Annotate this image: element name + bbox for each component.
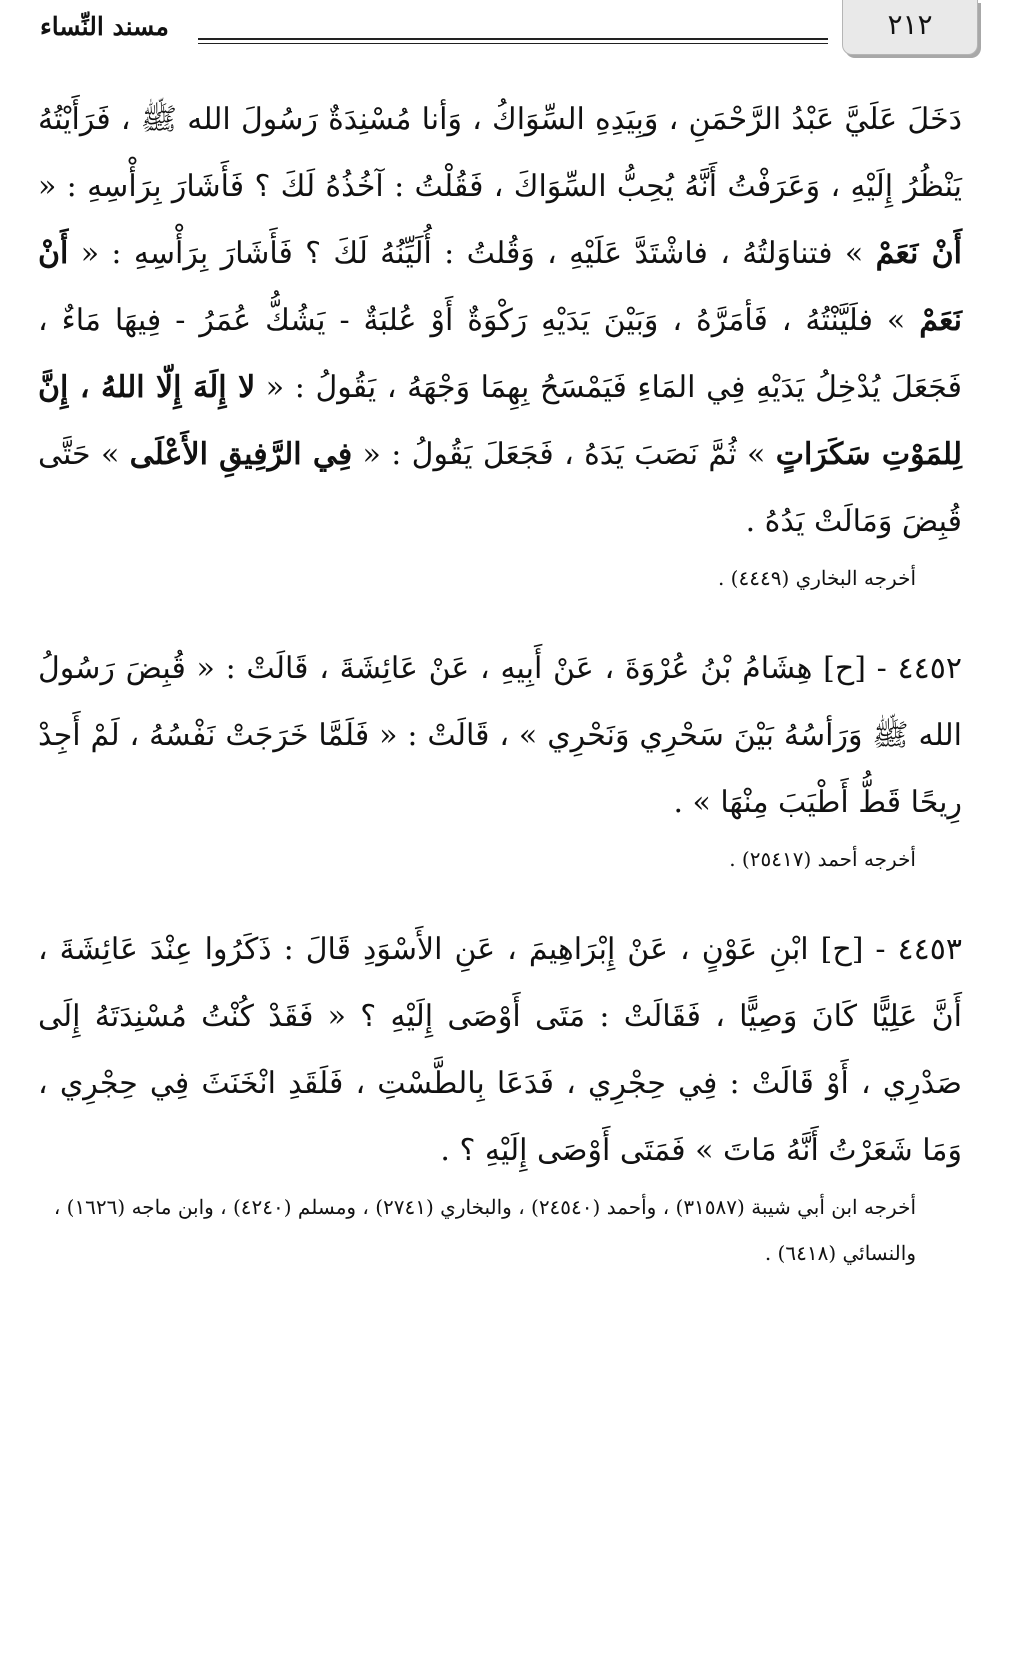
header-rule: [198, 38, 828, 40]
hadith-number: ٤٤٥٢: [897, 651, 962, 686]
section-gap: [38, 601, 962, 635]
source-reference: أخرجه أحمد (٢٥٤١٧) .: [729, 847, 916, 871]
source-reference: أخرجه ابن أبي شيبة (٣١٥٨٧) ، وأحمد (٢٤٥٤٠) ، والبخاري (٢٧٤١) ، ومسلم (٤٢٤٠) ، وابن ماجه (١٦٢٦) ، والنسائي (٦٤١٨) .: [53, 1195, 916, 1265]
page-header: [30, 0, 978, 62]
hadith-text: - [ح] ابْنِ عَوْنٍ ، عَنْ إِبْرَاهِيمَ ، عَنِ الأَسْوَدِ قَالَ : ذَكَرُوا عِنْدَ عَائِشَةَ ، أَنَّ عَلِيًّا كَانَ وَصِيًّا ، فَقَالَتْ : مَتَى أَوْصَى إِلَيْهِ ؟ « فَقَدْ كُنْتُ مُسْنِدَتَهُ إِلَى صَدْرِي ، أَوْ قَالَتْ : فِي حِجْرِي ، فَدَعَا بِالطَّسْتِ ، فَلَقَدِ انْخَنَثَ فِي حِجْرِي ، وَمَا شَعَرْتُ أَنَّهُ مَاتَ » فَمَتَى أَوْصَى إِلَيْهِ ؟ .: [38, 932, 962, 1168]
hadith-continuation-text: [38, 86, 962, 555]
page-content: [38, 86, 962, 1276]
text-segment: » فتناوَلتُهُ ، فاشْتَدَّ عَلَيْهِ ، وَقُلتُ : أُلَيِّنُهُ لَكَ ؟ فَأَشَارَ بِرَأْسِهِ : «: [68, 236, 876, 271]
text-segment: » فلَيَّنْتُهُ ، فَأمَرَّهُ ، وَبَيْنَ يَدَيْهِ رَكْوَةٌ أَوْ عُلبَةٌ - يَشُكُّ عُمَرُ - فِيهَا مَاءٌ ، فَجَعَلَ يُدْخِلُ يَدَيْهِ فِي المَاءِ فَيَمْسَحُ بِهِمَا وَجْهَهُ ، يَقُولُ : «: [38, 303, 962, 405]
prophet-quote: أَنْ نَعَمْ: [38, 236, 962, 338]
section-gap: [38, 882, 962, 916]
prophet-quote: أَنْ نَعَمْ: [875, 236, 962, 271]
text-segment: » حَتَّى قُبِضَ وَمَالَتْ يَدُهُ .: [38, 437, 962, 539]
page-number: ٢١٢: [842, 0, 978, 55]
prophet-quote: لا إِلَهَ إِلّا اللهُ ، إِنَّ لِلمَوْتِ سَكَرَاتٍ: [38, 370, 962, 472]
hadith-text: - [ح] هِشَامُ بْنُ عُرْوَةَ ، عَنْ أَبِيهِ ، عَنْ عَائِشَةَ ، قَالَتْ : « قُبِضَ رَسُولُ الله ﷺ وَرَأسُهُ بَيْنَ سَحْرِي وَنَحْرِي » ، قَالَتْ : « فَلَمَّا خَرَجَتْ نَفْسُهُ ، لَمْ أَجِدْ رِيحًا قَطُّ أَطْيَبَ مِنْهَا » .: [38, 651, 962, 820]
hadith-number: ٤٤٥٣: [897, 932, 962, 967]
text-segment: دَخَلَ عَلَيَّ عَبْدُ الرَّحْمَنِ ، وَبِيَدِهِ السِّوَاكُ ، وَأنا مُسْنِدَةٌ رَسُولَ الله ﷺ ، فَرَأَيْتُهُ يَنْظُرُ إِلَيْهِ ، وَعَرَفْتُ أَنَّهُ يُحِبُّ السِّوَاكَ ، فَقُلْتُ : آخُذُهُ لَكَ ؟ فَأَشَارَ بِرَأْسِهِ : «: [38, 102, 962, 204]
hadith-4453: [38, 916, 962, 1184]
prophet-quote: فِي الرَّفِيقِ الأَعْلَى: [129, 437, 353, 472]
text-segment: » ثُمَّ نَصَبَ يَدَهُ ، فَجَعَلَ يَقُولُ : «: [352, 437, 776, 472]
running-title: مسند النِّساء: [40, 12, 169, 41]
header-rule-secondary: [198, 43, 828, 44]
hadith-4452: [38, 635, 962, 836]
source-reference: أخرجه البخاري (٤٤٤٩) .: [717, 566, 916, 590]
